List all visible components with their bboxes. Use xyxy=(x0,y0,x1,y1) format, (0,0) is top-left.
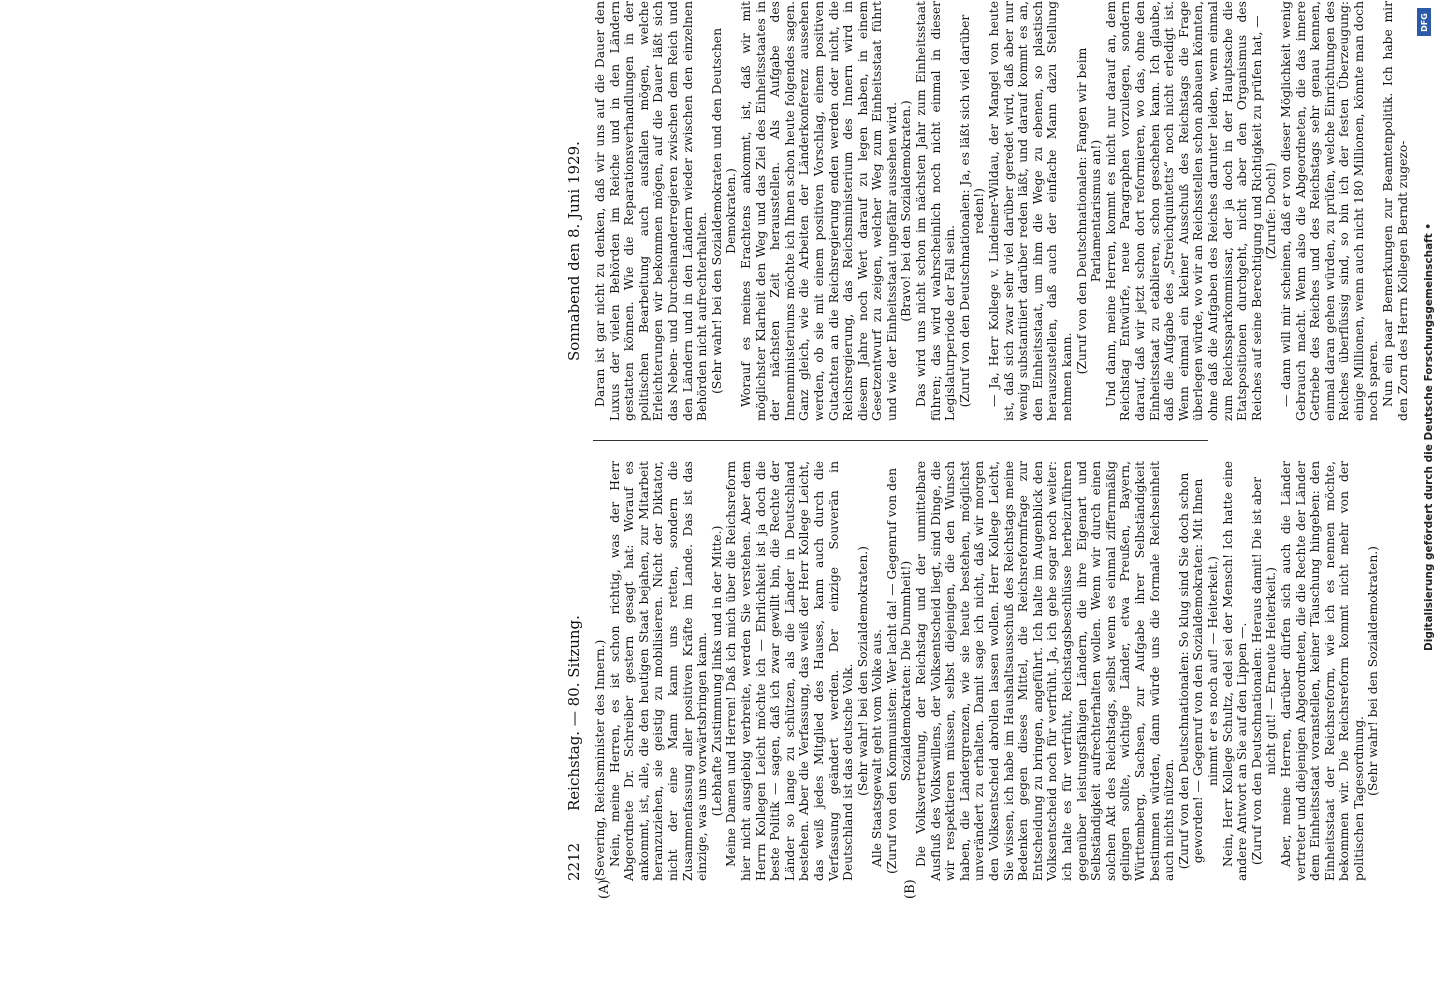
interjection: (Sehr wahr! bei den Sozialdemokraten und den Deutschen Demokraten.) xyxy=(709,28,739,395)
interjection: (Lebhafte Zustimmung links und in der Mitte.) xyxy=(709,525,724,817)
paragraph: Das wird uns nicht schon im nächsten Jahr zum Einheitsstaat führen; das wird wahrscheinlich noch nicht einmal in dieser Legislaturperiode der Fall sein. xyxy=(914,1,958,421)
session-title: Reichstag. — 80. Sitzung. xyxy=(565,615,583,811)
left-column xyxy=(593,461,1381,881)
interjection: (Sehr wahr! bei den Sozialdemokraten.) xyxy=(1366,546,1381,796)
section-marker-b: (B) xyxy=(903,879,918,899)
interjection: (Zuruf von den Deutschnationalen: Heraus damit! Die ist aber nicht gut! — Erneute Heiterkeit.) xyxy=(1249,476,1279,866)
paragraph: Nun ein paar Bemerkungen zur Beamtenpolitik. Ich habe mir den Zorn des Herrn Kollegen Berndt zugezo- xyxy=(1381,1,1410,421)
interjection: (Bravo! bei den Sozialdemokraten.) xyxy=(899,100,914,322)
dfg-logo-icon xyxy=(1417,8,1431,36)
interjection: (Sehr wahr! bei den Sozialdemokraten.) xyxy=(855,546,870,796)
paragraph: Daran ist gar nicht zu denken, daß wir uns auf die Dauer den Luxus der vielen Behörden im Reiche und in den Ländern gestatten können. Wie die Reparationsverhandlungen in der politischen Bearbeitung auch ausfallen mögen, welche Erleichterungen wir bekommen mögen, auf die Dauer läßt sich das Neben- und Durcheinanderregieren zwischen dem Reich und den Ländern und in den Ländern wieder zwischen den einzelnen Behörden nicht aufrechterhalten. xyxy=(593,1,710,421)
dfg-funding-note: Digitalisierung gefördert durch die Deutsche Forschungsgemeinschaft • xyxy=(1423,222,1435,651)
page-header xyxy=(563,1,587,881)
paragraph: Worauf es meines Erachtens ankommt, ist, daß wir mit möglichster Klarheit den Weg und das Ziel des Einheitsstaates in der nächsten Zeit herausstellen. Als Aufgabe des Innenministeriums möchte ich Ihnen schon heute folgendes sagen. Ganz gleich, wie die Arbeiten der Länderkonferenz aussehen werden, ob sie mit einem positiven Vorschlag, einem positiven Gutachten an die Reichsregierung enden werden oder nicht, die Reichsregierung, das Reichsministerium des Innern wird in diesem Jahre noch Wert darauf zu legen haben, in einem Gesetzentwurf zu zeigen, welcher Weg zum Einheitsstaat führt und wie der Einheitsstaat ungefähr aussehen wird. xyxy=(738,1,899,421)
interjection: (Zuruf von den Kommunisten: Wer lacht da! — Gegenruf von den Sozialdemokraten: Die Dummheit!) xyxy=(884,467,914,875)
speaker-line: (Severing, Reichsminister des Innern.) xyxy=(593,639,607,881)
paragraph: — dann will mir scheinen, daß er von dieser Möglichkeit wenig Gebrauch macht. Wenn also die Abgeordneten, die das innere Getriebe des Reiches und des Reichstags sehr genau kennen, einmal daran gehen würden, zu prüfen, welche Einrichtungen des Reiches überflüssig sind, so bin ich der festen Überzeugung: einige Millionen, wenn auch nicht 180 Millionen, könnte man doch noch sparen. xyxy=(1278,1,1381,421)
section-marker-a: (A) xyxy=(597,879,612,899)
paragraph: Die Volksvertretung, der Reichstag und der unmittelbare Ausfluß des Volkswillens, der Volksentscheid liegt, sind Dinge, die wir respektieren müssen, selbst diejenigen, die den Wunsch haben, die Ländergrenzen, wie sie heute bestehen, möglichst unverändert zu erhalten. Damit sage ich nicht, daß wir morgen den Volksentscheid abrollen lassen wollen. Herr Kollege Leicht, Sie wissen, ich habe im Haushaltsausschuß des Reichstags meine Bedenken gegen dieses Mittel, die Reichsreformfrage zur Entscheidung zu bringen, angeführt. Ich halte im Augenblick den Volksentscheid noch für verfrüht. Ja, ich gehe sogar noch weiter: ich halte es für verfrüht, Reichstagsbeschlüsse herbeizuführen gegenüber leistungsfähigen Ländern, die ihre Eigenart und Selbständigkeit aufrechterhalten wollen. Wenn wir durch einen solchen Akt des Reichstags, selbst wenn es einmal ziffernmäßig gelingen sollte, wichtige Länder, etwa Preußen, Bayern, Württemberg, Sachsen, zur Aufgabe ihrer Selbständigkeit bestimmen würden, dann würde uns die formale Reichseinheit auch nichts nützen. xyxy=(914,461,1177,881)
paragraph: Und dann, meine Herren, kommt es nicht nur darauf an, dem Reichstag Entwürfe, neue Paragraphen vorzulegen, sondern darauf, daß wir jetzt schon dort reformieren, wo das, ohne den Einheitsstaat zu etablieren, schon geschehen kann. Ich glaube, daß die Aufgabe des „Streichquintetts“ noch nicht erledigt ist. Wenn einmal ein kleiner Ausschuß des Reichstags die Frage überlegen würde, wo wir an Reichsstellen schon abbauen könnten, ohne daß die Aufgaben des Reiches darunter leiden, wenn einmal zum Reichssparkommissar, der ja doch in der Hauptsache die Etatspositionen durchgeht, nicht aber den Organismus des Reiches auf seine Berechtigung und Richtigkeit zu prüfen hat, — xyxy=(1103,1,1264,421)
paragraph: Aber, meine Herren, darüber dürfen sich auch die Länder vertreter und diejenigen Abgeordneten, die die Rechte der Länder dem Einheitsstaat voranstellen, keiner Täuschung hingeben: den Einheitsstaat der Reichsreform, wie ich es nennen möchte, bekommen wir. Die Reichsreform kommt nicht mehr von der politischen Tagesordnung. xyxy=(1278,461,1366,881)
interjection: (Zuruf von den Deutschnationalen: So klug sind Sie doch schon geworden! — Gegenruf von den Sozialdemokraten: Mit Ihnen nimmt er es noch auf! — Heiterkeit.) xyxy=(1176,472,1220,870)
session-date: Sonnabend den 8. Juni 1929. xyxy=(565,141,583,361)
paragraph: Nein, meine Herren, es ist schon richtig, was der Herr Abgeordnete Dr. Schreiber gestern gesagt hat: Worauf es ankommt, ist, alle, die den heutigen Staat bejahen, zur Mitarbeit heranzuziehen, sie geistig zu mobilisieren. Nicht der Diktator, nicht der eine Mann kann uns retten, sondern die Zusammenfassung aller positiven Kräfte im Lande. Das ist das einzige, was uns vorwärtsbringen kann. xyxy=(607,461,710,881)
dfg-logo-text: DFG xyxy=(1419,12,1429,32)
paragraph: Meine Damen und Herren! Daß ich mich über die Reichsreform hier nicht ausgiebig verbreite, werden Sie verstehen. Aber dem Herrn Kollegen Leicht möchte ich — Ehrlichkeit ist ja doch die beste Politik — sagen, daß ich zwar gewillt bin, die Rechte der Länder so lange zu schützen, als die Länder in Deutschland bestehen. Aber die Verfassung, das weiß der Herr Kollege Leicht, das weiß jedes Mitglied des Hauses, kann auch durch die Verfassung geändert werden. Der einzige Souverän in Deutschland ist das deutsche Volk. xyxy=(724,461,856,881)
column-divider xyxy=(593,440,1208,441)
paragraph: — Ja, Herr Kollege v. Lindeiner-Wildau, der Mangel von heute ist, daß sich zwar sehr viel darüber geredet wird, daß aber nur wenig substantiiert darüber reden läßt, und darauf kommt es an, den Einheitsstaat, um ihm die Wege zu ebenen, so plastisch herauszustellen, daß auch der einfache Mann dazu Stellung nehmen kann. xyxy=(987,1,1074,421)
page-number: 2212 xyxy=(565,842,583,881)
interjection: (Zuruf von den Deutschnationalen: Fangen wir beim Parlamentarismus an!) xyxy=(1074,47,1104,375)
interjection: (Zurufe: Doch!) xyxy=(1264,162,1279,260)
paragraph: Nein, Herr Kollege Schultz, edel sei der Mensch! Ich hatte eine andere Antwort an Sie auf den Lippen —. xyxy=(1220,461,1250,881)
rotated-document-page xyxy=(563,1,1410,899)
right-column xyxy=(593,1,1410,421)
interjection: (Zuruf von den Deutschnationalen: Ja, es läßt sich viel darüber reden!) xyxy=(957,14,987,408)
paragraph: Alle Staatsgewalt geht vom Volke aus. xyxy=(870,628,885,867)
